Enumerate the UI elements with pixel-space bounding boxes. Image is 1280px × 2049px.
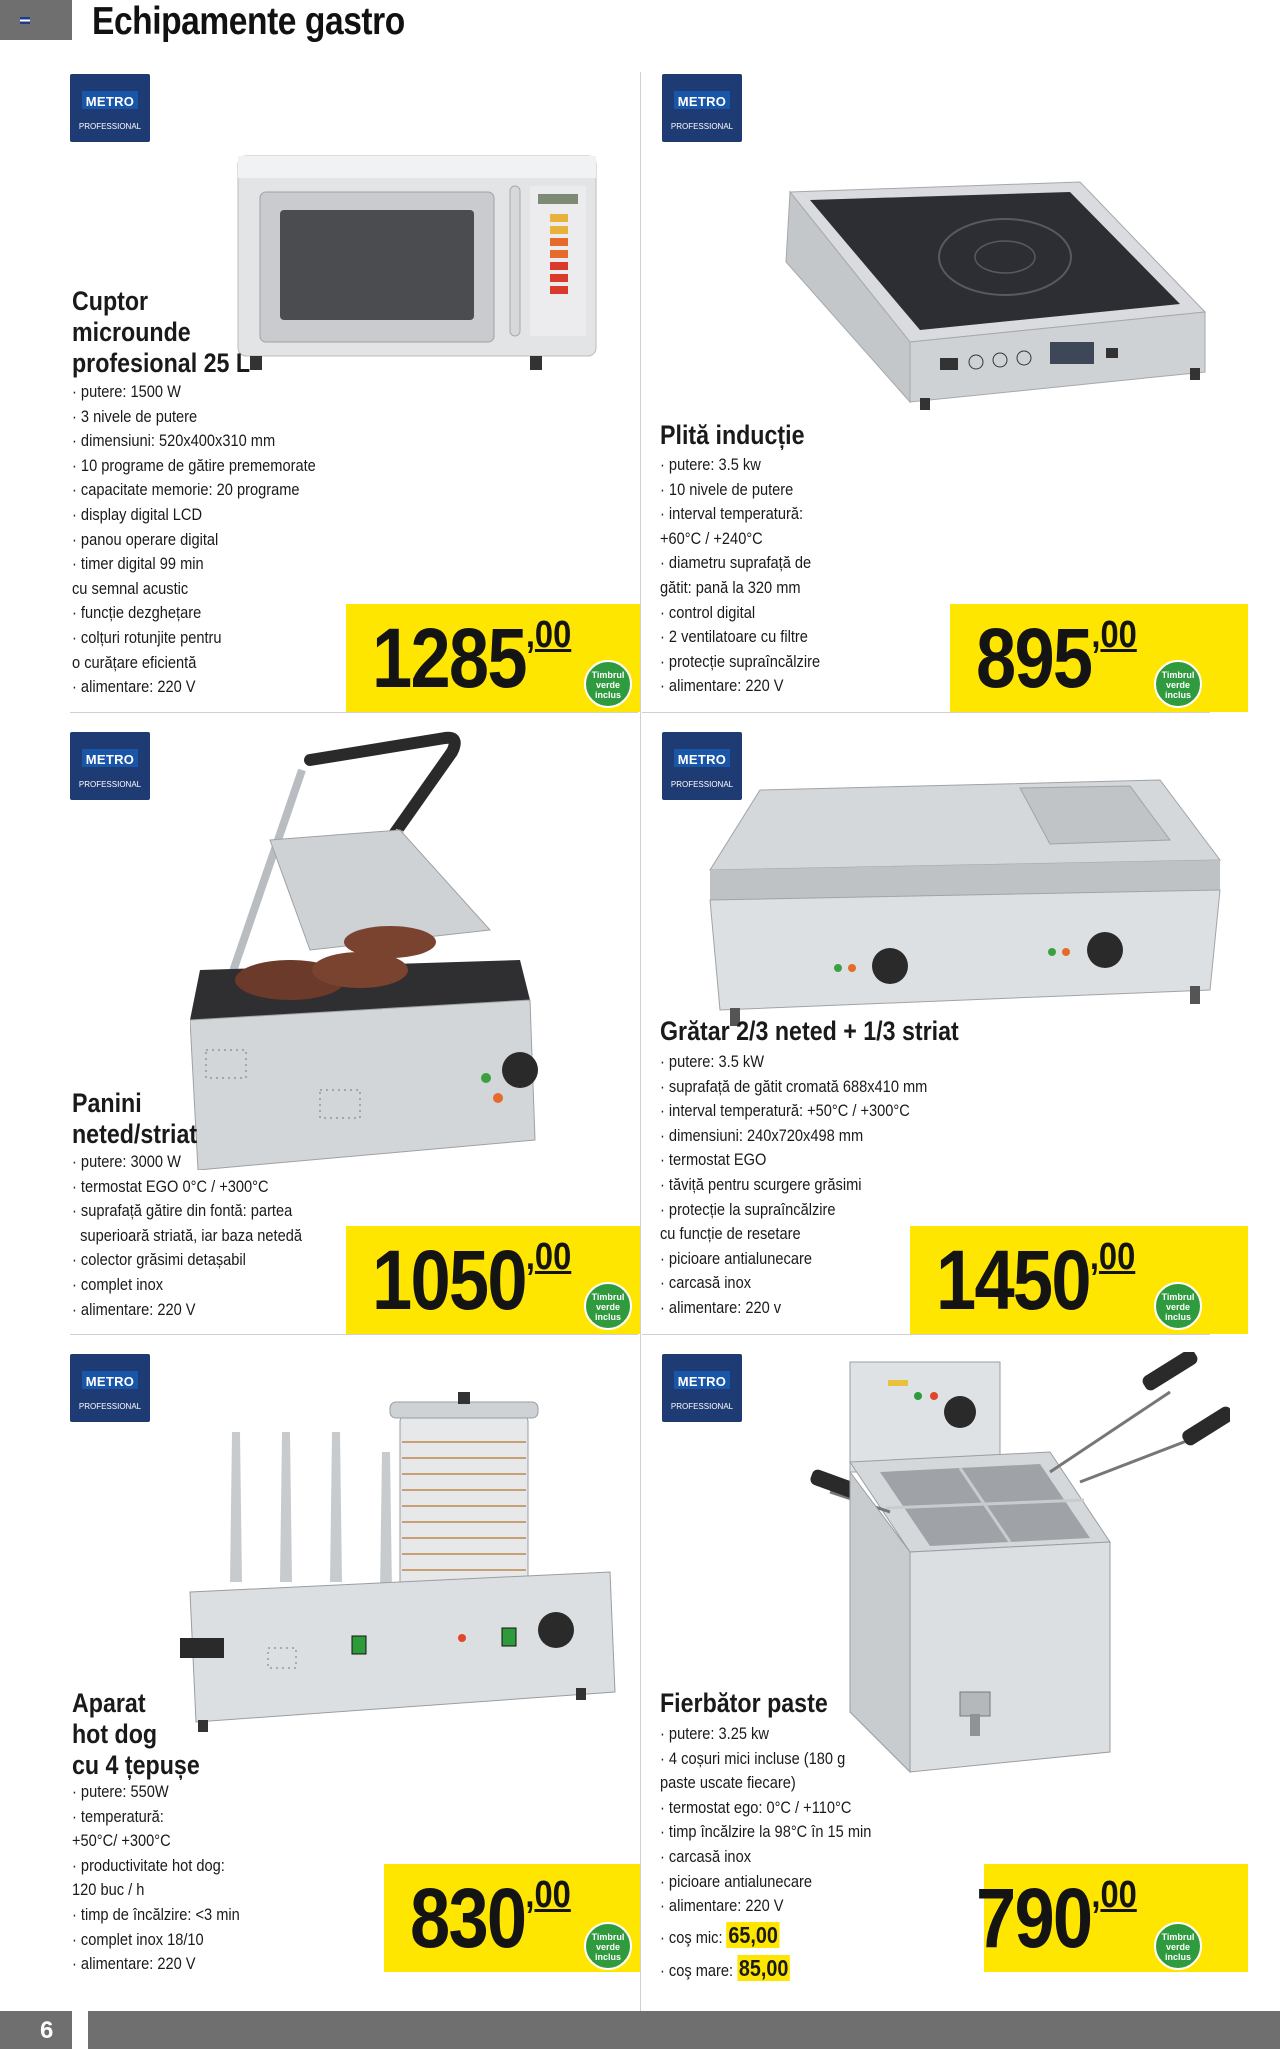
metro-professional-logo: METRO PROFESSIONAL bbox=[662, 732, 742, 800]
product-title: Plită inducție bbox=[660, 420, 805, 450]
induction-hob-image bbox=[750, 172, 1220, 472]
product-title: Panini neted/striat bbox=[72, 1088, 198, 1149]
hotdog-machine-image bbox=[180, 1392, 620, 1742]
product-card-pasta-boiler bbox=[640, 1342, 1280, 2010]
spec-list: · putere: 3.5 kW · suprafață de gătit cromată 688x410 mm · interval temperatură: +50°C / +300°C · dimensiuni: 240x720x498 mm · termostat EGO · tăviță pentru scurgere grăsimi · protecție la supraîncălzire cu funcție de resetare · picioare antialunecare · carcasă inox · alimentare: 220 v bbox=[660, 1050, 927, 1321]
row-divider bbox=[642, 1334, 1210, 1335]
flag-icon bbox=[20, 17, 30, 24]
spec-list: · putere: 1500 W · 3 nivele de putere · dimensiuni: 520x400x310 mm · 10 programe de gătire prememorate · capacitate memorie: 20 programe · display digital LCD · panou operare digital · timer digital 99 min cu semnal acustic · funcție dezghețare · colțuri rotunjite pentru o curățare eficientă · alimentare: 220 V bbox=[72, 380, 316, 700]
metro-professional-logo: METRO PROFESSIONAL bbox=[70, 732, 150, 800]
product-card-griddle bbox=[640, 720, 1280, 1334]
price: 895,00 bbox=[976, 611, 1137, 705]
product-title: Fierbător paste bbox=[660, 1688, 828, 1718]
price: 830,00 bbox=[410, 1871, 571, 1965]
timbrul-verde-badge: Timbrul verde inclus bbox=[584, 1282, 632, 1330]
product-title: Grătar 2/3 neted + 1/3 striat bbox=[660, 1016, 959, 1046]
timbrul-verde-badge: Timbrul verde inclus bbox=[584, 1922, 632, 1970]
page-title: Echipamente gastro bbox=[92, 0, 405, 43]
small-basket-price: 65,00 bbox=[728, 1921, 778, 1948]
row-divider bbox=[70, 1334, 638, 1335]
page-footer bbox=[0, 2011, 1280, 2049]
product-card-microwave bbox=[0, 62, 640, 712]
large-basket-price: 85,00 bbox=[738, 1955, 789, 1982]
metro-professional-logo: METRO PROFESSIONAL bbox=[662, 74, 742, 142]
product-title: Aparat hot dog cu 4 țepușe bbox=[72, 1688, 200, 1780]
spec-list: · putere: 3000 W · termostat EGO 0°C / +300°C · suprafață gătire din fontă: partea superioară striată, iar baza netedă · colector grăsimi detașabil · complet inox · alimentare: 220 V bbox=[72, 1150, 302, 1322]
price: 1050,00 bbox=[372, 1233, 572, 1327]
timbrul-verde-badge: Timbrul verde inclus bbox=[584, 660, 632, 708]
microwave-image bbox=[230, 142, 610, 382]
row-divider bbox=[642, 712, 1210, 713]
price: 1450,00 bbox=[936, 1233, 1136, 1327]
metro-professional-logo: METRO PROFESSIONAL bbox=[662, 1354, 742, 1422]
price: 790,00 bbox=[976, 1871, 1137, 1965]
spec-list: · putere: 3.5 kw · 10 nivele de putere · interval temperatură: +60°C / +240°C · diametru suprafață de gătit: pană la 320 mm · control digital · 2 ventilatoare cu filtre · protecție supraîncălzire · alimentare: 220 V bbox=[660, 453, 820, 699]
product-card-induction bbox=[640, 62, 1280, 712]
product-title: Cuptor microunde profesional 25 L bbox=[72, 286, 251, 378]
spec-list: · putere: 550W · temperatură: +50°C/ +300°C · productivitate hot dog: 120 buc / h · timp de încălzire: <3 min · complet inox 18/10 · alimentare: 220 V bbox=[72, 1780, 240, 1977]
product-card-panini bbox=[0, 720, 640, 1334]
spec-list: · putere: 3.25 kw · 4 coșuri mici incluse (180 g paste uscate fiecare) · termostat ego: 0°C / +110°C · timp încălzire la 98°C în 15 min · carcasă inox · picioare antialunecare · alimentare: 220 V · coş mic: 65,00 · coş mare: 85,00 bbox=[660, 1722, 871, 1984]
timbrul-verde-badge: Timbrul verde inclus bbox=[1154, 1282, 1202, 1330]
page-header bbox=[0, 0, 1280, 48]
page-number: 6 bbox=[0, 2011, 72, 2049]
product-card-hotdog bbox=[0, 1342, 640, 2010]
pasta-boiler-image bbox=[810, 1352, 1230, 1782]
row-divider bbox=[70, 712, 638, 713]
footer-bar bbox=[88, 2011, 1280, 2049]
metro-professional-logo: METRO PROFESSIONAL bbox=[70, 1354, 150, 1422]
griddle-image bbox=[690, 760, 1230, 1030]
panini-grill-image bbox=[190, 730, 590, 1170]
header-tab bbox=[0, 0, 72, 40]
price: 1285,00 bbox=[372, 611, 572, 705]
timbrul-verde-badge: Timbrul verde inclus bbox=[1154, 1922, 1202, 1970]
timbrul-verde-badge: Timbrul verde inclus bbox=[1154, 660, 1202, 708]
metro-professional-logo: METRO PROFESSIONAL bbox=[70, 74, 150, 142]
